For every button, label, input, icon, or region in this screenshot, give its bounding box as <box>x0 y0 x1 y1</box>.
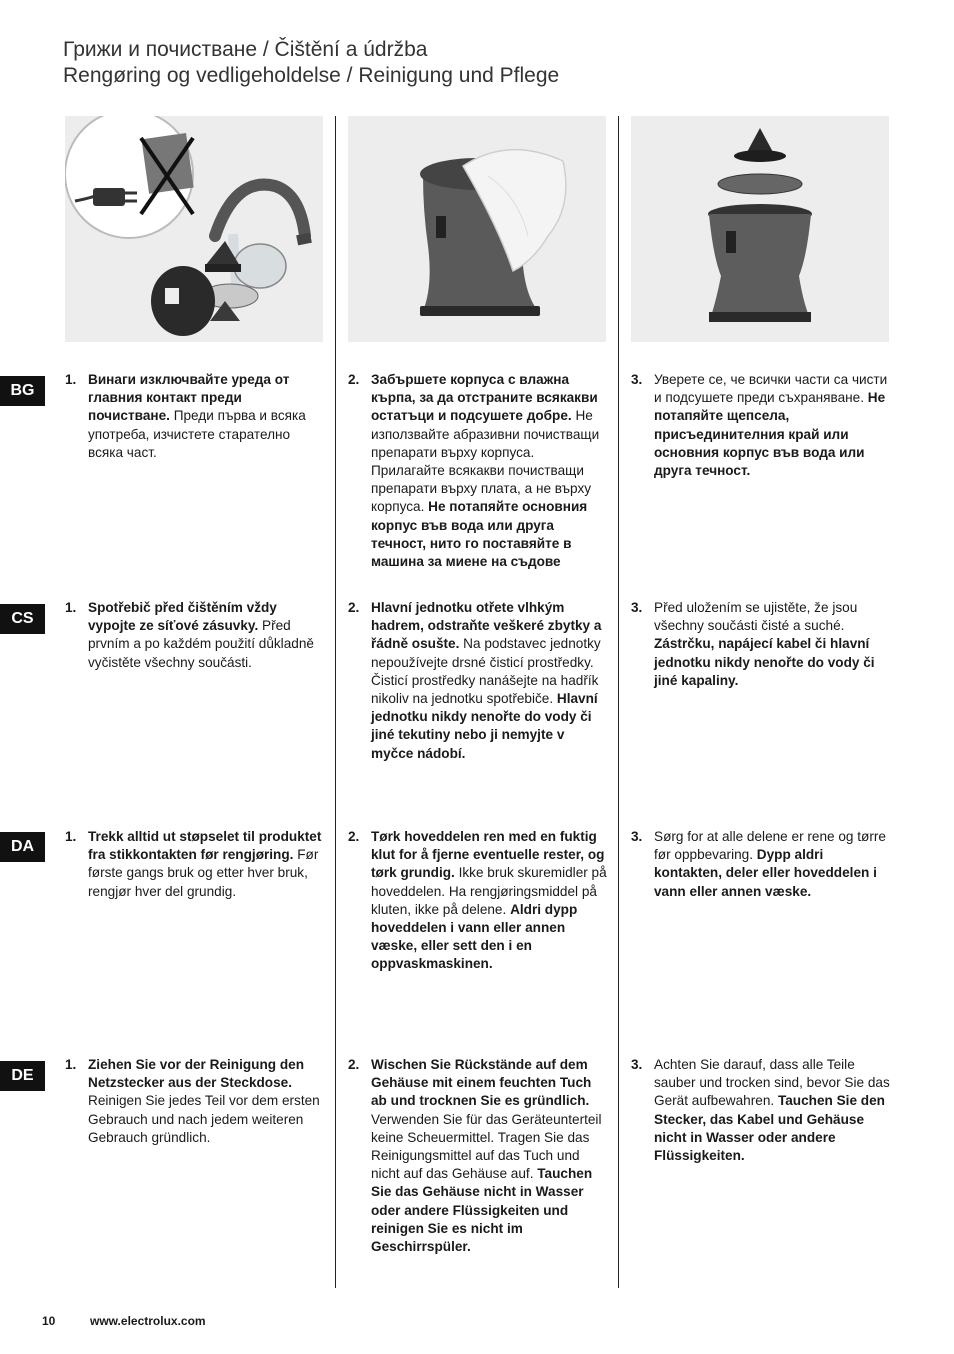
step-number: 3. <box>631 1057 643 1072</box>
step-number: 3. <box>631 829 643 844</box>
step-warning: Tauchen Sie den Stecker, das Kabel und Gehäuse nicht in Wasser oder andere Flüssigkeiten. <box>654 1093 885 1164</box>
step-emphasis: Забършете корпуса с влажна кърпа, за да отстраните всякакви остатъци и подсушете добре. <box>371 372 598 424</box>
step-emphasis: Trekk alltid ut støpselet til produktet fra stikkontakten før rengjøring. <box>88 829 322 863</box>
step-body: Не използвайте абразивни почистващи препарати върху корпуса. Прилагайте всякакви почистващи препарати върху плата, а не върху корпуса. <box>371 408 600 515</box>
step-number: 1. <box>65 372 77 387</box>
column-divider-2 <box>618 116 619 1288</box>
step-body: Уверете се, че всички части са чисти и подсушете преди съхраняване. <box>654 372 888 406</box>
step-number: 3. <box>631 372 643 387</box>
page-title-line2: Rengøring og vedligeholdelse / Reinigung und Pflege <box>63 64 560 87</box>
step-body: Před uložením se ujistěte, že jsou všechny součásti čisté a suché. <box>654 600 858 634</box>
step-emphasis: Hlavní jednotku otřete vlhkým hadrem, odstraňte veškeré zbytky a řádně osušte. <box>371 600 602 652</box>
step-emphasis: Ziehen Sie vor der Reinigung den Netzstecker aus der Steckdose. <box>88 1057 305 1091</box>
step-emphasis: Винаги изключвайте уреда от главния контакт преди почистване. <box>88 372 290 424</box>
step-warning: Aldri dypp hoveddelen i vann eller annen væske, eller sett den i en oppvaskmaskinen. <box>371 901 578 972</box>
step-emphasis: Wischen Sie Rückstände auf dem Gehäuse mit einem feuchten Tuch ab und trocknen Sie es gründlich. <box>371 1057 592 1109</box>
page-title-line1: Грижи и почистване / Čištění a údržba <box>63 38 428 61</box>
step-warning: Hlavní jednotku nikdy nenořte do vody či jiné tekutiny nebo ji nemyjte v myčce nádobí. <box>371 691 598 761</box>
illustration-wipe-body <box>348 116 606 342</box>
step-body: Verwenden Sie für das Geräteunterteil keine Scheuermittel. Tragen Sie das Reinigungsmittel auf das Tuch und nicht auf das Gehäuse auf. <box>371 1111 602 1182</box>
step-number: 1. <box>65 1057 77 1072</box>
column-divider-1 <box>335 116 336 1288</box>
step-body: Před prvním a po každém použití důkladně vyčistěte všechny součásti. <box>88 618 314 670</box>
language-tab-de: DE <box>0 1061 45 1091</box>
step-body: Sørg for at alle delene er rene og tørre før oppbevaring. <box>654 829 886 863</box>
step-emphasis: Tørk hoveddelen ren med en fuktig klut for å fjerne eventuelle rester, og tørk grundig. <box>371 829 605 881</box>
step-number: 3. <box>631 600 643 615</box>
step-number: 2. <box>348 1057 360 1072</box>
step-body: Преди първа и всяка употреба, изчистете старателно всяка част. <box>88 408 306 460</box>
step-number: 2. <box>348 829 360 844</box>
step-number: 1. <box>65 600 77 615</box>
step-warning: Не потапяйте щепсела, присъединителния край или основния корпус във вода или друга течност. <box>654 390 886 479</box>
footer-url: www.electrolux.com <box>90 1314 206 1328</box>
step-body: Før første gangs bruk og etter hver bruk, rengjør hver del grundig. <box>88 847 319 899</box>
step-body: Ikke bruk skuremidler på hoveddelen. Ha rengjøringsmiddel på kluten, ikke på delene. <box>371 865 607 917</box>
step-number: 2. <box>348 600 360 615</box>
step-warning: Tauchen Sie das Gehäuse nicht in Wasser oder andere Flüssigkeiten und reinigen Sie es nicht im Geschirrspüler. <box>371 1166 593 1255</box>
step-warning: Dypp aldri kontakten, deler eller hoveddelen i vann eller annen væske. <box>654 847 877 899</box>
illustration-unplug-rinse <box>65 116 323 342</box>
illustration-store-dry <box>631 116 889 342</box>
language-tab-bg: BG <box>0 376 45 406</box>
language-tab-da: DA <box>0 832 45 862</box>
step-warning: Не потапяйте основния корпус във вода или друга течност, нито го поставяйте в машина за миене на съдове <box>371 499 588 570</box>
step-number: 1. <box>65 829 77 844</box>
page-number: 10 <box>42 1314 56 1328</box>
step-body: Reinigen Sie jedes Teil vor dem ersten Gebrauch und nach jedem weiteren Gebrauch gründlich. <box>88 1093 320 1145</box>
step-body: Achten Sie darauf, dass alle Teile sauber und trocken sind, bevor Sie das Gerät aufbewahren. <box>654 1057 890 1109</box>
step-body: Na podstavec jednotky nepoužívejte drsné čisticí prostředky. Čisticí prostředky nanášejte na hadřík nikoliv na jednotku spotřebiče. <box>371 636 601 707</box>
language-tab-cs: CS <box>0 604 45 634</box>
step-emphasis: Spotřebič před čištěním vždy vypojte ze síťové zásuvky. <box>88 600 277 634</box>
step-number: 2. <box>348 372 360 387</box>
step-warning: Zástrčku, napájecí kabel či hlavní jednotku nikdy nenořte do vody či jiné kapaliny. <box>654 636 875 688</box>
